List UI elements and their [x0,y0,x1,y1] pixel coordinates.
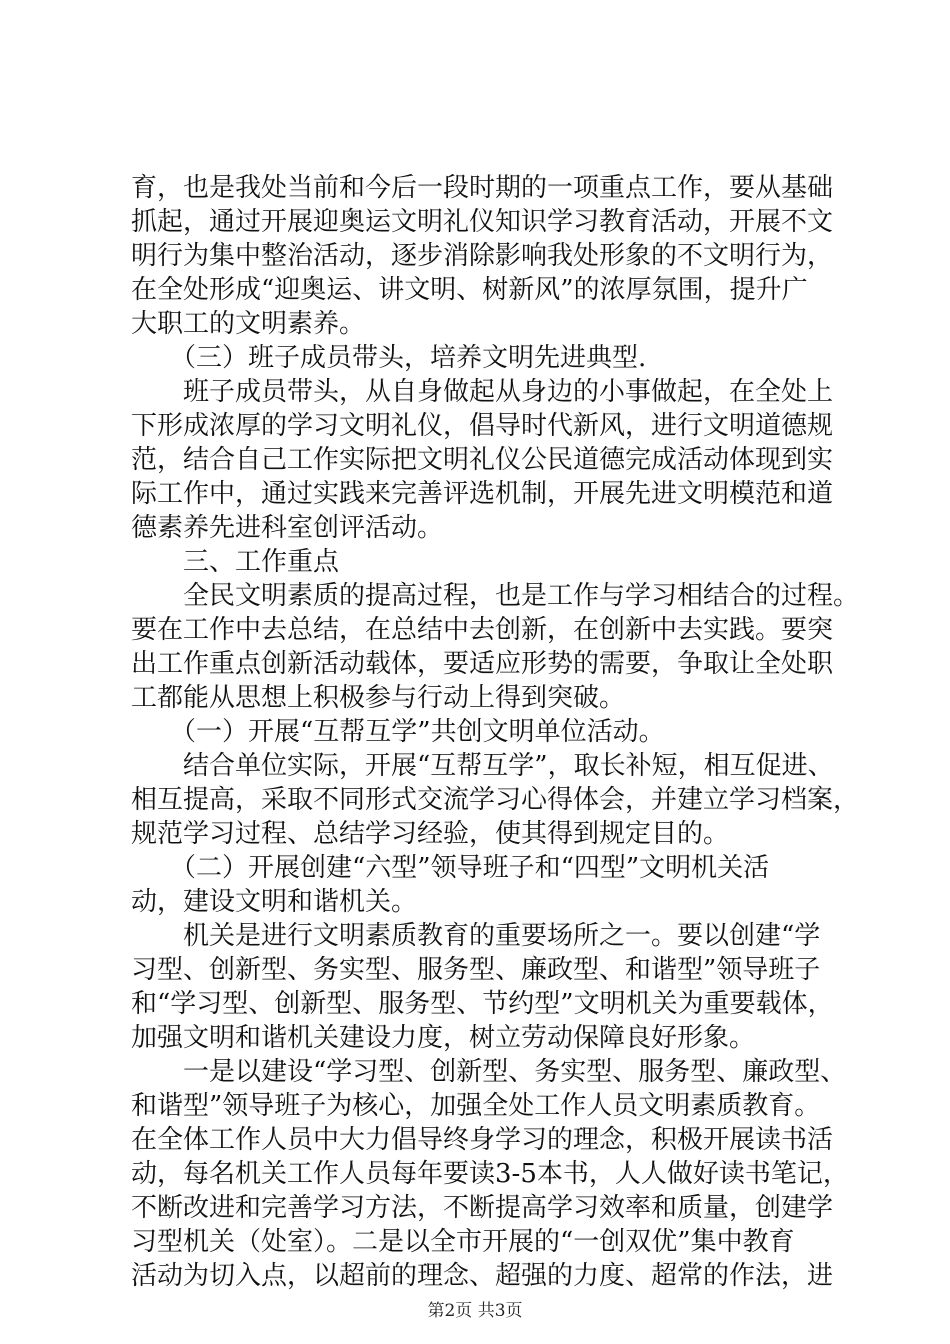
text-line: 全民文明素质的提高过程，也是工作与学习相结合的过程。 [131,581,860,611]
document-body [131,171,860,1293]
text-line: 抓起，通过开展迎奥运文明礼仪知识学习教育活动，开展不文 [131,207,834,237]
text-line: 习型机关（处室）。二是以全市开展的“一创双优”集中教育 [131,1227,795,1257]
text-line: （一）开展“互帮互学”共创文明单位活动。 [131,717,665,747]
text-line: 规范学习过程、总结学习经验，使其得到规定目的。 [131,819,730,849]
text-line: 不断改进和完善学习方法，不断提高学习效率和质量，创建学 [131,1193,834,1223]
text-line: （二）开展创建“六型”领导班子和“四型”文明机关活 [131,853,770,883]
text-line: 在全体工作人员中大力倡导终身学习的理念，积极开展读书活 [131,1125,834,1155]
text-line: 下形成浓厚的学习文明礼仪，倡导时代新风，进行文明道德规 [131,411,834,441]
text-line: 一是以建设“学习型、创新型、务实型、服务型、廉政型、 [131,1057,847,1087]
text-line: 和“学习型、创新型、服务型、节约型”文明机关为重要载体， [131,989,834,1019]
text-line: 加强文明和谐机关建设力度，树立劳动保障良好形象。 [131,1023,756,1053]
page-footer: 第2页 共3页 [427,1301,523,1321]
text-line: 出工作重点创新活动载体，要适应形势的需要，争取让全处职 [131,649,834,679]
text-line: 大职工的文明素养。 [131,309,366,339]
text-line: 育，也是我处当前和今后一段时期的一项重点工作，要从基础 [131,173,834,203]
text-line: 范，结合自己工作实际把文明礼仪公民道德完成活动体现到实 [131,445,834,475]
text-line: 德素养先进科室创评活动。 [131,513,444,543]
text-line: 要在工作中去总结，在总结中去创新，在创新中去实践。要突 [131,615,834,645]
text-line: 动，建设文明和谐机关。 [131,887,418,917]
text-line: 和谐型”领导班子为核心，加强全处工作人员文明素质教育。 [131,1091,821,1121]
text-line: 结合单位实际，开展“互帮互学”，取长补短，相互促进、 [131,751,834,781]
text-line: 班子成员带头，从自身做起从身边的小事做起，在全处上 [131,377,834,407]
text-line: 活动为切入点，以超前的理念、超强的力度、超常的作法，进 [131,1261,834,1291]
text-line: （三）班子成员带头，培养文明先进典型. [131,343,647,373]
text-line: 习型、创新型、务实型、服务型、廉政型、和谐型”领导班子 [131,955,821,985]
text-line: 明行为集中整治活动，逐步消除影响我处形象的不文明行为， [131,241,834,271]
text-line: 三、工作重点 [131,547,340,577]
text-line: 相互提高，采取不同形式交流学习心得体会，并建立学习档案， [131,785,860,815]
text-line: 在全处形成“迎奥运、讲文明、树新风”的浓厚氛围，提升广 [131,275,808,305]
text-line: 机关是进行文明素质教育的重要场所之一。要以创建“学 [131,921,821,951]
text-line: 工都能从思想上积极参与行动上得到突破。 [131,683,626,713]
text-line: 动，每名机关工作人员每年要读3-5本书，人人做好读书笔记， [131,1159,849,1189]
text-line: 际工作中，通过实践来完善评选机制，开展先进文明模范和道 [131,479,834,509]
